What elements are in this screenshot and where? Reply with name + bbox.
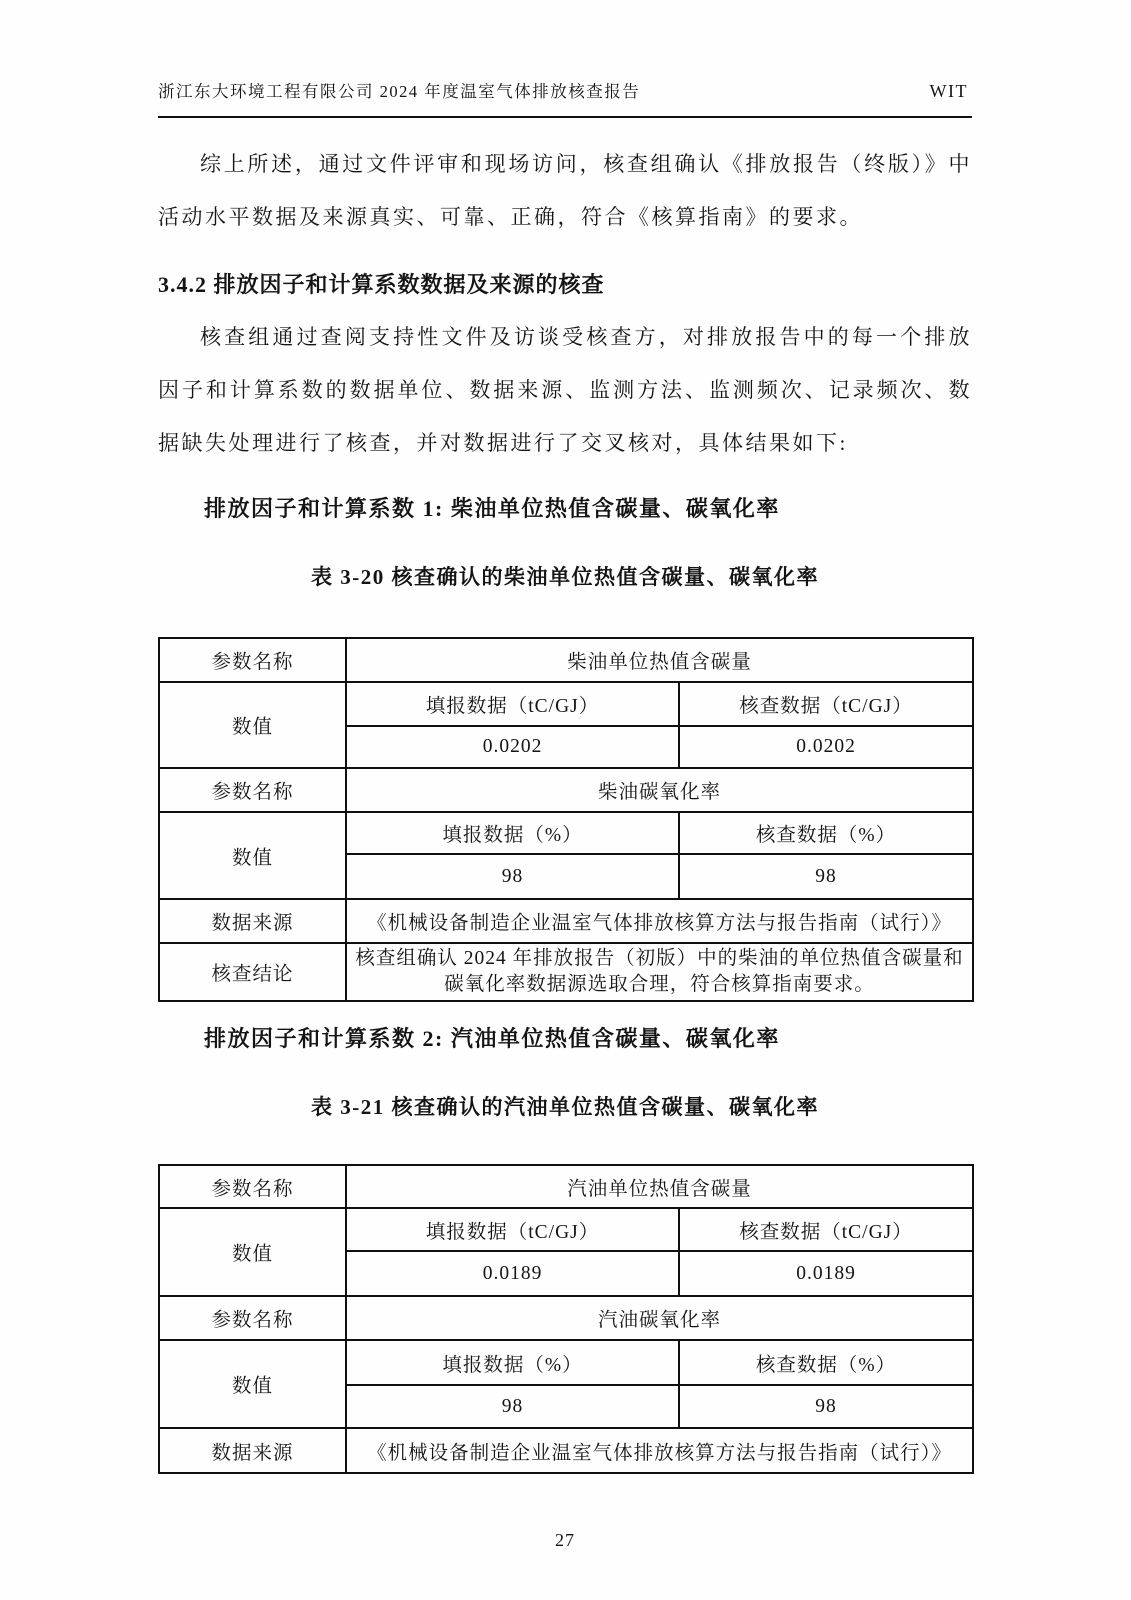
reported-value: 98 (346, 854, 679, 899)
page-header (158, 0, 972, 102)
table-row (159, 1296, 973, 1340)
reported-header: 填报数据（tC/GJ） (346, 682, 679, 726)
table-3-20 (158, 637, 974, 1002)
verified-header: 核查数据（tC/GJ） (679, 1208, 973, 1251)
page-content (158, 0, 972, 1551)
summary-paragraph: 综上所述，通过文件评审和现场访问，核查组确认《排放报告（终版）》中活动水平数据及来源真实、可靠、正确，符合《核算指南》的要求。 (158, 152, 972, 229)
param-name-label: 参数名称 (159, 768, 346, 812)
value-label: 数值 (159, 1208, 346, 1296)
verified-value: 0.0202 (679, 726, 973, 768)
data-source-label: 数据来源 (159, 1428, 346, 1473)
wit-logo: WIT (929, 81, 968, 101)
data-source-label: 数据来源 (159, 899, 346, 943)
header-rule (158, 116, 972, 118)
table-row (159, 1208, 973, 1251)
table-row (159, 1340, 973, 1385)
reported-header: 填报数据（%） (346, 812, 679, 854)
verified-value: 0.0189 (679, 1251, 973, 1296)
page-number: 27 (555, 1530, 575, 1550)
verified-header: 核查数据（%） (679, 812, 973, 854)
value-label: 数值 (159, 812, 346, 899)
factor1-heading: 排放因子和计算系数 1: 柴油单位热值含碳量、碳氧化率 (204, 496, 780, 521)
data-source-value: 《机械设备制造企业温室气体排放核算方法与报告指南（试行）》 (346, 1428, 973, 1473)
param-name-label: 参数名称 (159, 1296, 346, 1340)
verified-header: 核查数据（%） (679, 1340, 973, 1385)
param-name-label: 参数名称 (159, 1165, 346, 1208)
param2-value: 柴油碳氧化率 (346, 768, 973, 812)
reported-header: 填报数据（tC/GJ） (346, 1208, 679, 1251)
verified-header: 核查数据（tC/GJ） (679, 682, 973, 726)
param1-value: 柴油单位热值含碳量 (346, 638, 973, 682)
table-3-21-caption: 表 3-21 核查确认的汽油单位热值含碳量、碳氧化率 (311, 1095, 819, 1119)
table-3-21 (158, 1164, 974, 1474)
table-3-20-caption: 表 3-20 核查确认的柴油单位热值含碳量、碳氧化率 (311, 565, 819, 589)
reported-value: 0.0202 (346, 726, 679, 768)
verified-value: 98 (679, 1385, 973, 1428)
value-label: 数值 (159, 1340, 346, 1428)
verified-value: 98 (679, 854, 973, 899)
verification-paragraph: 核查组通过查阅支持性文件及访谈受核查方，对排放报告中的每一个排放因子和计算系数的数据单位、数据来源、监测方法、监测频次、记录频次、数据缺失处理进行了核查，并对数据进行了交叉核对，具体结果如下: (158, 325, 972, 455)
reported-value: 0.0189 (346, 1251, 679, 1296)
table-row (159, 768, 973, 812)
table-row (159, 638, 973, 682)
param1-value: 汽油单位热值含碳量 (346, 1165, 973, 1208)
table-row (159, 1165, 973, 1208)
section-heading-3-4-2: 3.4.2 排放因子和计算系数数据及来源的核查 (158, 272, 605, 297)
table-row (159, 899, 973, 943)
param2-value: 汽油碳氧化率 (346, 1296, 973, 1340)
factor2-heading: 排放因子和计算系数 2: 汽油单位热值含碳量、碳氧化率 (204, 1026, 780, 1051)
reported-header: 填报数据（%） (346, 1340, 679, 1385)
data-source-value: 《机械设备制造企业温室气体排放核算方法与报告指南（试行）》 (346, 899, 973, 943)
param-name-label: 参数名称 (159, 638, 346, 682)
header-title: 浙江东大环境工程有限公司 2024 年度温室气体排放核查报告 (158, 82, 641, 101)
table-row (159, 943, 973, 1001)
conclusion-text: 核查组确认 2024 年排放报告（初版）中的柴油的单位热值含碳量和碳氧化率数据源选取合理，符合核算指南要求。 (346, 943, 973, 1001)
value-label: 数值 (159, 682, 346, 768)
conclusion-label: 核查结论 (159, 943, 346, 1001)
reported-value: 98 (346, 1385, 679, 1428)
table-row (159, 682, 973, 726)
table-row (159, 812, 973, 854)
table-row (159, 1428, 973, 1473)
